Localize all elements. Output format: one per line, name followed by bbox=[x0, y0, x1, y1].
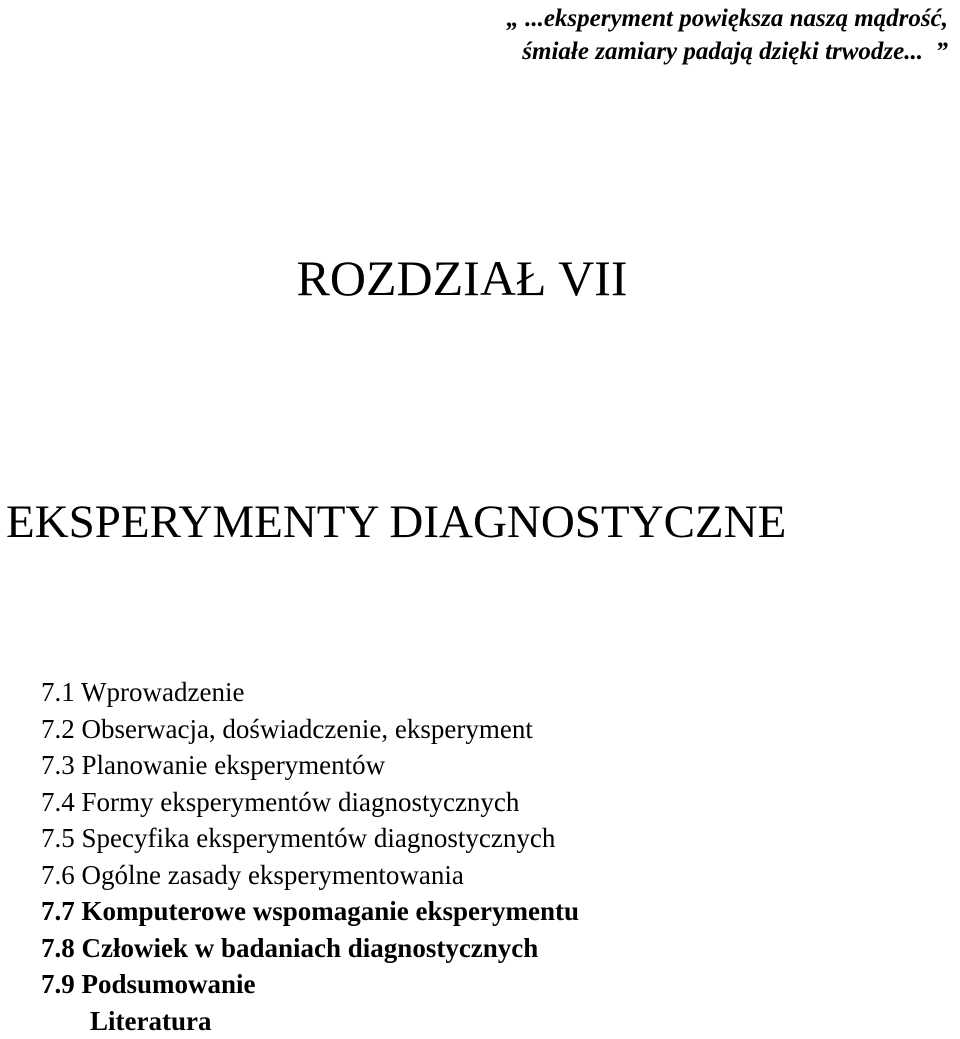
toc-item-number: 7.9 bbox=[41, 966, 75, 1003]
toc-item-7-2[interactable] bbox=[41, 711, 579, 748]
toc-item-7-3[interactable] bbox=[41, 747, 579, 784]
toc-item-number: 7.4 bbox=[41, 784, 75, 821]
toc-item-number: 7.1 bbox=[41, 674, 75, 711]
table-of-contents bbox=[41, 674, 579, 1039]
toc-item-7-9[interactable] bbox=[41, 966, 579, 1003]
toc-item-number: 7.8 bbox=[41, 930, 75, 967]
toc-item-7-7[interactable] bbox=[41, 893, 579, 930]
toc-item-title: Podsumowanie bbox=[82, 969, 256, 999]
toc-item-title: Wprowadzenie bbox=[81, 677, 244, 707]
epigraph-line-2-text: śmiałe zamiary padają dzięki trwodze... bbox=[522, 38, 923, 65]
toc-item-title: Specyfika eksperymentów diagnostycznych bbox=[82, 823, 556, 853]
toc-item-7-4[interactable] bbox=[41, 784, 579, 821]
epigraph-line-1-text: ...eksperyment powiększa naszą mądrość, bbox=[525, 5, 948, 32]
toc-item-title: Literatura bbox=[90, 1006, 211, 1036]
epigraph-line-2 bbox=[388, 35, 948, 68]
toc-item-7-5[interactable] bbox=[41, 820, 579, 857]
chapter-title: EKSPERYMENTY DIAGNOSTYCZNE bbox=[6, 492, 786, 552]
toc-item-number: 7.6 bbox=[41, 857, 75, 894]
toc-item-number: 7.3 bbox=[41, 747, 75, 784]
toc-item-title: Obserwacja, doświadczenie, eksperyment bbox=[82, 714, 533, 744]
epigraph bbox=[388, 2, 948, 68]
toc-item-literature[interactable] bbox=[41, 1003, 579, 1039]
epigraph-close-quote: ” bbox=[936, 38, 949, 65]
toc-item-7-6[interactable] bbox=[41, 857, 579, 894]
toc-item-title: Ogólne zasady eksperymentowania bbox=[82, 860, 464, 890]
epigraph-line-1 bbox=[388, 2, 948, 35]
chapter-number: ROZDZIAŁ VII bbox=[0, 248, 924, 308]
toc-item-title: Formy eksperymentów diagnostycznych bbox=[82, 787, 520, 817]
toc-item-number: 7.7 bbox=[41, 893, 75, 930]
toc-item-number: 7.5 bbox=[41, 820, 75, 857]
toc-item-7-8[interactable] bbox=[41, 930, 579, 967]
epigraph-open-quote: „ bbox=[506, 5, 519, 32]
toc-item-title: Planowanie eksperymentów bbox=[82, 750, 386, 780]
toc-item-number: 7.2 bbox=[41, 711, 75, 748]
toc-item-title: Komputerowe wspomaganie eksperymentu bbox=[82, 896, 579, 926]
toc-item-7-1[interactable] bbox=[41, 674, 579, 711]
toc-item-title: Człowiek w badaniach diagnostycznych bbox=[82, 933, 539, 963]
